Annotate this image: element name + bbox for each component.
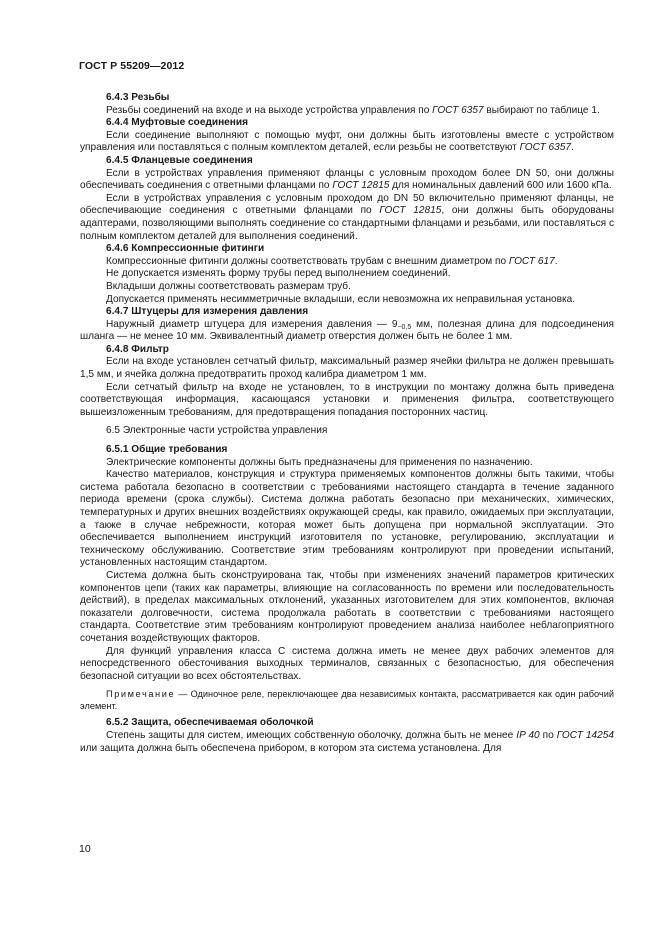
paragraph: Не допускается изменять форму трубы перед выполнением соединений. — [106, 268, 451, 280]
page-content — [80, 92, 614, 755]
standard-reference: ГОСТ 6357 — [432, 104, 484, 116]
standard-reference: ГОСТ 6357 — [519, 142, 571, 154]
tolerance-subscript: −0,5 — [397, 323, 412, 331]
heading-6-5-1: 6.5.1 Общие требования — [106, 444, 228, 456]
standard-reference: ГОСТ 12815 — [332, 180, 390, 192]
heading-6-5: 6.5 Электронные части устройства управления — [106, 425, 328, 437]
paragraph: Если сетчатый фильтр на входе не установлен, то в инструкции по монтажу должна быть приведена соответствующая информация, касающаяся установки и применения фильтра, соответствующего вышеизложенным требованиям, для предотвращения попадания посторонних частиц. — [80, 381, 614, 418]
paragraph: Если в устройствах управления применяют фланцы с условным проходом более DN 50, они должны обеспечивать соединения с ответными фланцами по ГОСТ 12815 для номинальных давлений 600 или 1600 кПа. — [80, 167, 614, 192]
page-number: 10 — [79, 843, 91, 855]
paragraph: Компрессионные фитинги должны соответствовать трубам с внешним диаметром по ГОСТ 617. — [106, 255, 558, 267]
standard-reference: ГОСТ 12815 — [379, 205, 442, 217]
paragraph: Резьбы соединений на входе и на выходе устройства управления по ГОСТ 6357 выбирают по таблице 1. — [106, 104, 600, 116]
paragraph: Допускается применять несимметричные вкладыши, если невозможна их неправильная установка. — [106, 293, 576, 305]
heading-6-4-5: 6.4.5 Фланцевые соединения — [106, 154, 253, 166]
heading-6-4-4: 6.4.4 Муфтовые соединения — [106, 117, 248, 129]
note — [80, 688, 614, 712]
paragraph: Электрические компоненты должны быть предназначены для применения по назначению. — [106, 456, 533, 468]
paragraph: Если в устройствах управления с условным проходом до DN 50 включительно применяют фланцы, не обеспечивающие соединения с ответными фланцами по ГОСТ 12815, они должны быть оборудованы адаптерами, позволяющими выполнять соединение со стандартными фланцами и резьбами, или поставляться с полным комплектом деталей для выполнения соединений. — [80, 192, 614, 242]
note-text: — Одиночное реле, переключающее два независимых контакта, рассматривается как один рабочий элемент. — [80, 689, 614, 712]
paragraph: Система должна быть сконструирована так, чтобы при изменениях значений параметров критических компонентов цепи (таких как параметры, влияющие на согласованность по времени или последовательность действий), в пределах максимальных отклонений, указанных изготовителем для этих компонентов, включая показатели долговечности, система продолжала работать в соответствии с требованиями настоящего стандарта. Соответствие этим требованиям контролируют проведением анализа наиболее неблагоприятного сочетания воздействующих факторов. — [80, 569, 614, 644]
paragraph: Если на входе установлен сетчатый фильтр, максимальный размер ячейки фильтра не должен превышать 1,5 мм, и ячейка должна предотвратить проход калибра диаметром 1 мм. — [80, 356, 614, 381]
note-label: Примечание — [106, 689, 176, 700]
paragraph: Качество материалов, конструкция и структура применяемых компонентов должны быть такими, чтобы система работала безопасно в соответствии с требованиями настоящего стандарта в течение заданного периода времени (срока службы). Система должна работать безопасно при механических, химических, температурных и других внешних воздействиях окружающей среды, как правило, ожидаемых при эксплуатации, а также в случае небрежности, которая может быть допущена при нормальной эксплуатации. Это обеспечивается выполнением инструкций изготовителя по установке, регулированию, эксплуатации и техническому обслуживанию. Соответствие этим требованиям контролируют при проведении испытаний, установленных настоящим стандартом. — [80, 469, 614, 569]
standard-reference: IP 40 — [516, 729, 540, 741]
paragraph: Степень защиты для систем, имеющих собственную оболочку, должна быть не менее IP 40 по ГОСТ 14254 или защита должна быть обеспечена прибором, в котором эта система установлена. Для — [80, 729, 614, 754]
paragraph: Вкладыши должны соответствовать размерам труб. — [106, 280, 351, 292]
heading-6-5-2: 6.5.2 Защита, обеспечиваемая оболочкой — [106, 717, 314, 729]
paragraph: Если соединение выполняют с помощью муфт, они должны быть изготовлены вместе с устройством управления или поставляться с полным комплектом деталей, если резьбы не соответствуют ГОСТ 6357. — [80, 129, 614, 154]
heading-6-4-6: 6.4.6 Компрессионные фитинги — [106, 243, 265, 255]
heading-6-4-7: 6.4.7 Штуцеры для измерения давления — [106, 306, 309, 318]
heading-6-4-3: 6.4.3 Резьбы — [106, 92, 170, 103]
paragraph: Для функций управления класса С система должна иметь не менее двух рабочих элементов для непосредственного обесточивания выходных терминалов, связанных с безопасностью, для обеспечения безопасной ситуации во всех обстоятельствах. — [80, 645, 614, 682]
standard-reference: ГОСТ 14254 — [556, 729, 614, 741]
paragraph: Наружный диаметр штуцера для измерения давления — $9_{-0,5}$ мм, полезная длина для подсоединения шланга — не менее 10 мм. Эквивалентный диаметр отверстия должен быть не более 1 мм. — [80, 318, 614, 343]
standard-reference: ГОСТ 617 — [508, 255, 555, 267]
document-header: ГОСТ Р 55209—2012 — [79, 60, 185, 72]
heading-6-4-8: 6.4.8 Фильтр — [106, 343, 169, 355]
